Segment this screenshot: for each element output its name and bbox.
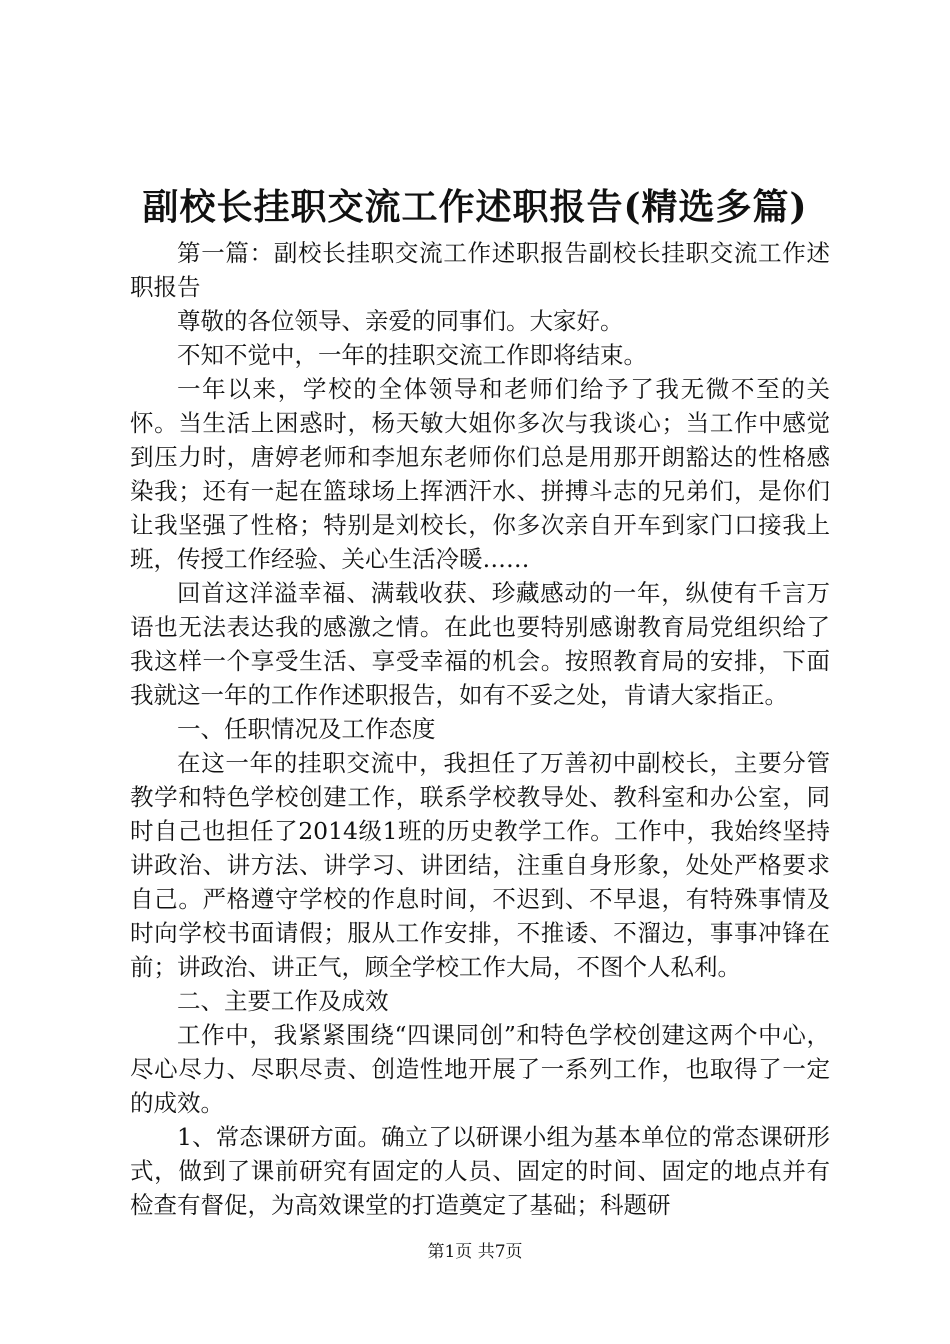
document-title: 副校长挂职交流工作述职报告(精选多篇) — [142, 186, 808, 228]
paragraph: 第一篇：副校长挂职交流工作述职报告副校长挂职交流工作述职报告 — [130, 239, 830, 301]
paragraph: 不知不觉中，一年的挂职交流工作即将结束。 — [177, 341, 647, 369]
section-heading: 一、任职情况及工作态度 — [177, 715, 436, 743]
paragraph: 回首这洋溢幸福、满载收获、珍藏感动的一年，纵使有千言万语也无法表达我的感激之情。在此也要特别感谢教育局党组织给了我这样一个享受生活、享受幸福的机会。按照教育局的安排，下面我就这一年的工作作述职报告，如有不妥之处，肯请大家指正。 — [130, 579, 830, 709]
paragraph: 尊敬的各位领导、亲爱的同事们。大家好。 — [177, 307, 624, 335]
paragraph: 1、常态课研方面。确立了以研课小组为基本单位的常态课研形式，做到了课前研究有固定的人员、固定的时间、固定的地点并有检查有督促，为高效课堂的打造奠定了基础；科题研 — [130, 1123, 830, 1219]
page-number-footer: 第1页 共7页 — [427, 1242, 523, 1262]
paragraph: 一年以来，学校的全体领导和老师们给予了我无微不至的关怀。当生活上困惑时，杨天敏大姐你多次与我谈心；当工作中感觉到压力时，唐婷老师和李旭东老师你们总是用那开朗豁达的性格感染我；还有一起在篮球场上挥洒汗水、拼搏斗志的兄弟们，是你们让我坚强了性格；特别是刘校长，你多次亲自开车到家门口接我上班，传授工作经验、关心生活冷暖…… — [130, 375, 830, 573]
paragraph: 在这一年的挂职交流中，我担任了万善初中副校长，主要分管教学和特色学校创建工作，联系学校教导处、教科室和办公室，同时自己也担任了2014级1班的历史教学工作。工作中，我始终坚持讲政治、讲方法、讲学习、讲团结，注重自身形象，处处严格要求自己。严格遵守学校的作息时间，不迟到、不早退，有特殊事情及时向学校书面请假；服从工作安排，不推诿、不溜边，事事冲锋在前；讲政治、讲正气，顾全学校工作大局，不图个人私利。 — [130, 749, 830, 981]
document-body — [130, 236, 830, 1222]
paragraph: 工作中，我紧紧围绕“四课同创”和特色学校创建这两个中心，尽心尽力、尽职尽责、创造性地开展了一系列工作，也取得了一定的成效。 — [130, 1021, 830, 1117]
section-heading: 二、主要工作及成效 — [177, 987, 389, 1015]
